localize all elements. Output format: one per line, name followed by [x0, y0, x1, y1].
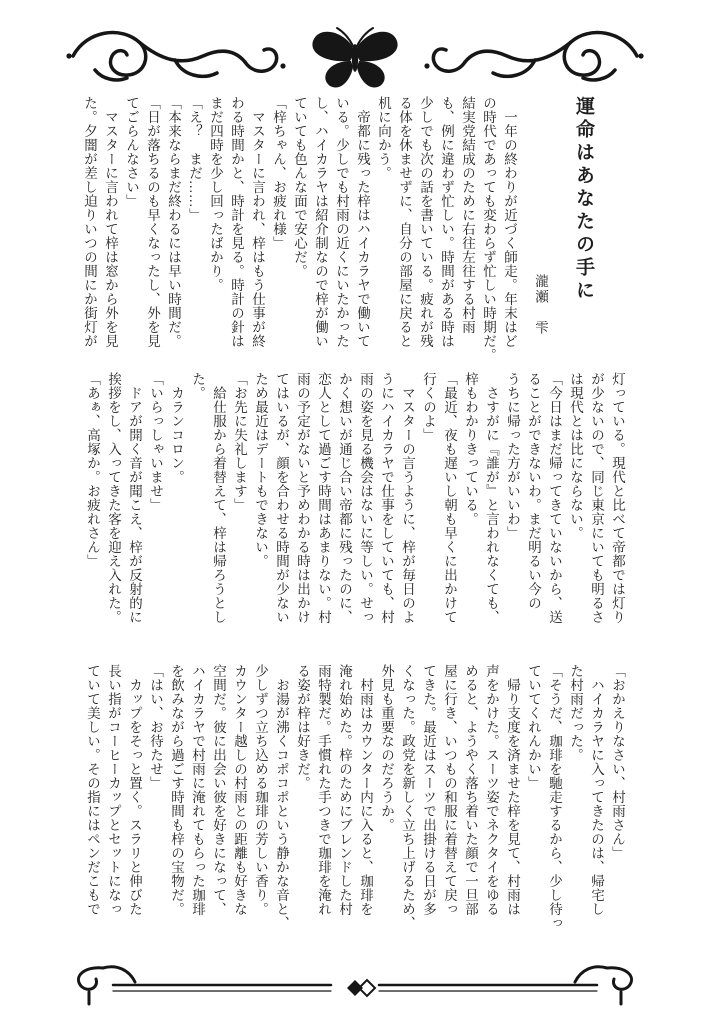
- text-line: カップをそっと置く。スラリと伸びた: [127, 664, 142, 916]
- author-name: 瀧瀬 雫: [533, 274, 548, 336]
- text-line: ていて美しい。その指にはペンだこもで: [85, 664, 100, 916]
- story-title: 運命はあなたの手に: [573, 96, 594, 303]
- left-flourish-icon: [66, 33, 285, 80]
- text-line: 雨の姿を見る機会はないに等しい。せっ: [358, 372, 373, 624]
- text-line: わる時間かと、時計を見る。時計の針は: [229, 96, 244, 348]
- text-line: 「いらっしゃいませ」: [148, 372, 163, 512]
- text-line: 村雨はカウンター内に入ると、珈琲を: [358, 664, 373, 916]
- text-line: カウンター越しの村雨との距離も好きな: [232, 664, 247, 916]
- text-line: めると、ようやく落ち着いた顔で一旦部: [463, 664, 478, 916]
- text-line: 「梓ちゃん、お疲れ様」: [271, 96, 286, 250]
- text-line: も、例に違わず忙しい。時間がある時は: [439, 96, 454, 348]
- text-line: 雨特製だ。手慣れた手つきで珈琲を淹れ: [316, 664, 331, 916]
- text-line: 恋人として過ごす時間はあまりない。村: [316, 372, 331, 624]
- text-line: 「あぁ、高塚か。お疲れさん」: [85, 372, 100, 568]
- text-line: 梓もわかりきっている。: [463, 372, 478, 526]
- text-line: 一年の終わりが近づく師走。年末はど: [502, 96, 517, 348]
- story-band-1: [79, 96, 600, 368]
- text-line: 屋に行き、いつもの和服に着替えて戻っ: [442, 664, 457, 916]
- header-ornament: [55, 18, 655, 97]
- text-line: る姿が梓は好きだ。: [295, 664, 310, 790]
- text-line: 「お先に失礼します」: [232, 372, 247, 512]
- text-line: 結実党結成のために右往左往する村雨: [460, 96, 475, 334]
- text-line: 「最近、夜も遅いし朝も早くに出かけて: [442, 372, 457, 624]
- text-line: 挨拶をし、入ってきた客を迎え入れた。: [106, 372, 121, 624]
- text-line: が少ないので、同じ東京にいても明るさ: [589, 372, 604, 624]
- text-line: 「はい、お待たせ」: [148, 664, 163, 790]
- text-line: 長い指がコーヒーカップとセットになっ: [106, 664, 121, 916]
- scroll-rule-icon: [55, 958, 655, 1010]
- text-line: 淹れ始めた。梓のためにブレンドした村: [337, 664, 352, 916]
- butterfly-icon: [312, 28, 397, 88]
- text-line: ハイカラヤで村雨に淹れてもらった珈琲: [190, 664, 205, 916]
- text-line: 給仕服から着替えて、梓は帰ろうとし: [211, 372, 226, 624]
- text-line: 空間だ。彼に出会い彼を好きになって、: [211, 664, 226, 916]
- text-line: てはいるが、顔を合わせる時間が少ない: [274, 372, 289, 624]
- text-line: し、ハイカラヤは紹介制なので梓が働い: [313, 96, 328, 348]
- text-line: 「日が落ちるのも早くなったし、外を見: [145, 96, 160, 348]
- text-line: てごらんなさい」: [124, 96, 139, 208]
- text-line: 少しでも次の話を書いている。疲れが残: [418, 96, 433, 348]
- text-line: さすがに『誰が』と言われなくても、: [484, 372, 499, 624]
- text-line: 「そうだ、珈琲を馳走するから、少し待っ: [547, 664, 562, 930]
- footer-ornament: [55, 958, 655, 1015]
- text-line: いる。少しでも村雨の近くにいたかった: [334, 96, 349, 348]
- text-line: の時代であっても変わらず忙しい時期だ。: [481, 96, 496, 362]
- text-line: ていても色んな面で安心だ。: [292, 96, 307, 278]
- text-line: を飲みながら過ごす時間も梓の宝物だ。: [169, 664, 184, 916]
- text-line: 行くのよ」: [421, 372, 436, 442]
- text-line: 帝都に残った梓はハイカラヤで働いて: [355, 96, 370, 348]
- text-line: ハイカラヤに入ってきたのは、帰宅し: [589, 664, 604, 916]
- text-line: てきた。最近はスーツで出掛ける日が多: [421, 664, 436, 916]
- text-line: た村雨だった。: [568, 664, 583, 762]
- text-line: うにハイカラヤで仕事をしていても、村: [379, 372, 394, 624]
- text-line: は現代とは比にならない。: [568, 372, 583, 540]
- text-line: た。: [190, 372, 205, 400]
- text-line: 帰り支度を済ませた梓を見て、村雨は: [505, 664, 520, 916]
- text-line: 「本来ならまだ終わるには早い時間だ。: [166, 96, 181, 348]
- text-line: ることができないわ。まだ明るい今の: [526, 372, 541, 610]
- text-line: ていてくれんかい」: [526, 664, 541, 790]
- text-line: 雨の予定がないと予めわかる時は出かけ: [295, 372, 310, 624]
- text-line: 机に向かう。: [376, 96, 391, 180]
- text-line: 少しずつ立ち込める珈琲の芳しい香り。: [253, 664, 268, 916]
- text-line: かく想いが通じ合い帝都に残ったのに、: [337, 372, 352, 624]
- text-line: うちに帰った方がいいわ」: [505, 372, 520, 540]
- text-line: まだ四時を少し回ったばかり。: [208, 96, 223, 292]
- text-line: マスターに言われ、梓はもう仕事が終: [250, 96, 265, 348]
- text-line: た。夕闇が差し迫りいつの間にか街灯が: [82, 96, 97, 348]
- text-line: る体を休ませずに、自分の部屋に戻ると: [397, 96, 412, 348]
- text-line: 声をかけた。スーツ姿でネクタイをゆる: [484, 664, 499, 916]
- text-line: くなった。政党を新しく立ち上げるため、: [400, 664, 415, 930]
- text-line: お湯が沸くコポコポという静かな音と、: [274, 664, 289, 930]
- story-band-2: [82, 372, 628, 656]
- story-band-3: [82, 664, 628, 960]
- text-line: 「今日はまだ帰ってきていないから、送: [547, 372, 562, 624]
- text-line: マスターに言われて梓は窓から外を見: [103, 96, 118, 348]
- text-line: 「おかえりなさい、村雨さん」: [610, 664, 625, 860]
- center-diamond-icon: [347, 980, 375, 996]
- text-line: カランコロン。: [169, 372, 184, 484]
- text-line: 灯っている。現代と比べて帝都では灯り: [610, 372, 625, 624]
- text-line: ため最近はデートもできない。: [253, 372, 268, 568]
- text-line: 「え？ まだ……」: [187, 96, 202, 222]
- text-line: ドアが開く音が聞こえ、梓が反射的に: [127, 372, 142, 624]
- text-line: 外見も重要なのだろうか。: [379, 664, 394, 832]
- text-line: マスターの言うように、梓が毎日のよ: [400, 372, 415, 624]
- right-flourish-icon: [424, 33, 643, 80]
- butterfly-flourish-icon: [55, 18, 655, 92]
